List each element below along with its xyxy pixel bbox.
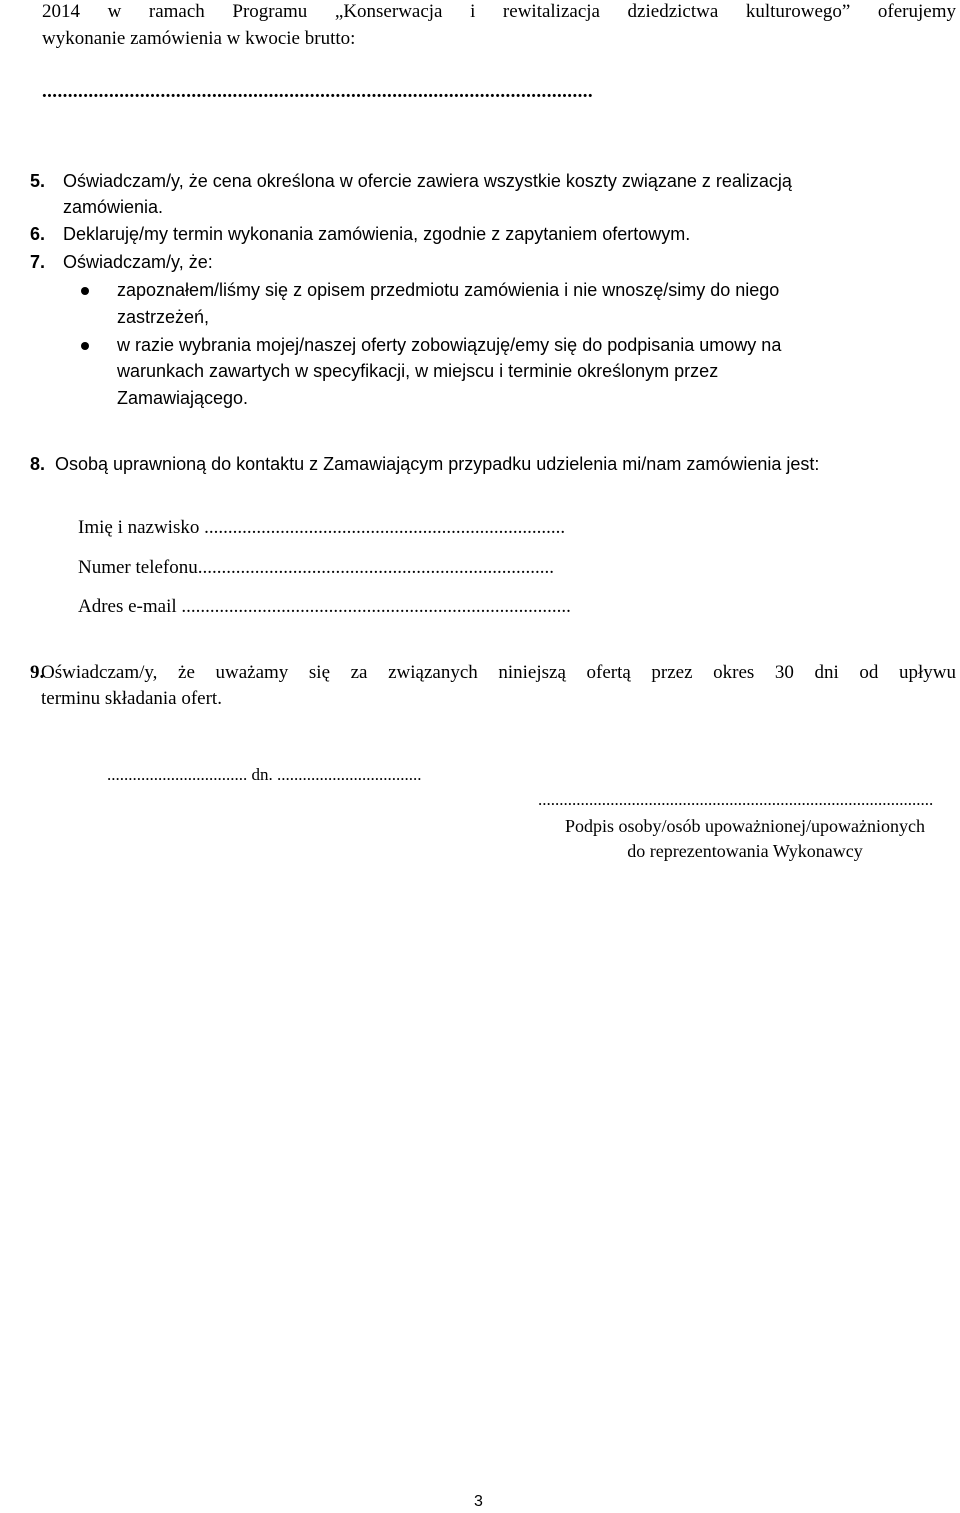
item-9-line-1: Oświadczam/y, że uważamy się za związanych niniejszą ofertą przez okres 30 dni od upływu	[41, 662, 956, 683]
contact-phone-field: Numer telefonu...........................................................................	[78, 557, 555, 578]
item-7-bullet-2-line-3: Zamawiającego.	[117, 388, 249, 408]
item-7-bullet-2-line-2: warunkach zawartych w specyfikacji, w miejscu i terminie określonym przez	[117, 361, 719, 381]
item-7-bullet-1-line-1: zapoznałem/liśmy się z opisem przedmiotu zamówienia i nie wnoszę/simy do niego	[117, 280, 780, 300]
item-6-number: 6.	[30, 224, 46, 244]
page-number: 3	[474, 1493, 483, 1510]
item-7-bullet-2-line-1: w razie wybrania mojej/naszej oferty zobowiązuję/emy się do podpisania umowy na	[117, 335, 782, 355]
item-8-text: Osobą uprawnioną do kontaktu z Zamawiającym przypadku udzielenia mi/nam zamówienia jest:	[55, 454, 820, 474]
item-9-number: 9.	[30, 662, 45, 683]
place-date-field: ................................. dn. ..................................	[107, 765, 422, 784]
contact-email-field: Adres e-mail ..................................................................................	[78, 596, 571, 617]
signature-caption-line-2: do reprezentowania Wykonawcy	[627, 841, 863, 861]
item-6-text: Deklaruję/my termin wykonania zamówienia, zgodnie z zapytaniem ofertowym.	[63, 224, 691, 244]
intro-line-1: 2014 w ramach Programu „Konserwacja i rewitalizacja dziedzictwa kulturowego” oferujemy	[42, 1, 956, 22]
item-7-bullet-1-line-2: zastrzeżeń,	[117, 307, 210, 327]
item-5-line-1: Oświadczam/y, że cena określona w ofercie zawiera wszystkie koszty związane z realizacją	[63, 171, 792, 191]
item-7-text: Oświadczam/y, że:	[63, 252, 213, 272]
item-5-number: 5.	[30, 171, 46, 191]
bullet-icon	[81, 287, 89, 295]
item-5-line-2: zamówienia.	[63, 197, 164, 217]
item-9-line-2: terminu składania ofert.	[41, 688, 222, 709]
amount-dotted-field: ...........................................................................................................	[42, 81, 594, 102]
contact-name-field: Imię i nazwisko ............................................................................	[78, 517, 566, 538]
bullet-icon	[81, 342, 89, 350]
intro-line-2: wykonanie zamówienia w kwocie brutto:	[42, 28, 356, 49]
item-8-number: 8.	[30, 454, 46, 474]
item-7-number: 7.	[30, 252, 46, 272]
signature-dotted-line: .............................................................................................	[538, 790, 934, 809]
signature-caption-line-1: Podpis osoby/osób upoważnionej/upoważnionych	[565, 816, 925, 836]
